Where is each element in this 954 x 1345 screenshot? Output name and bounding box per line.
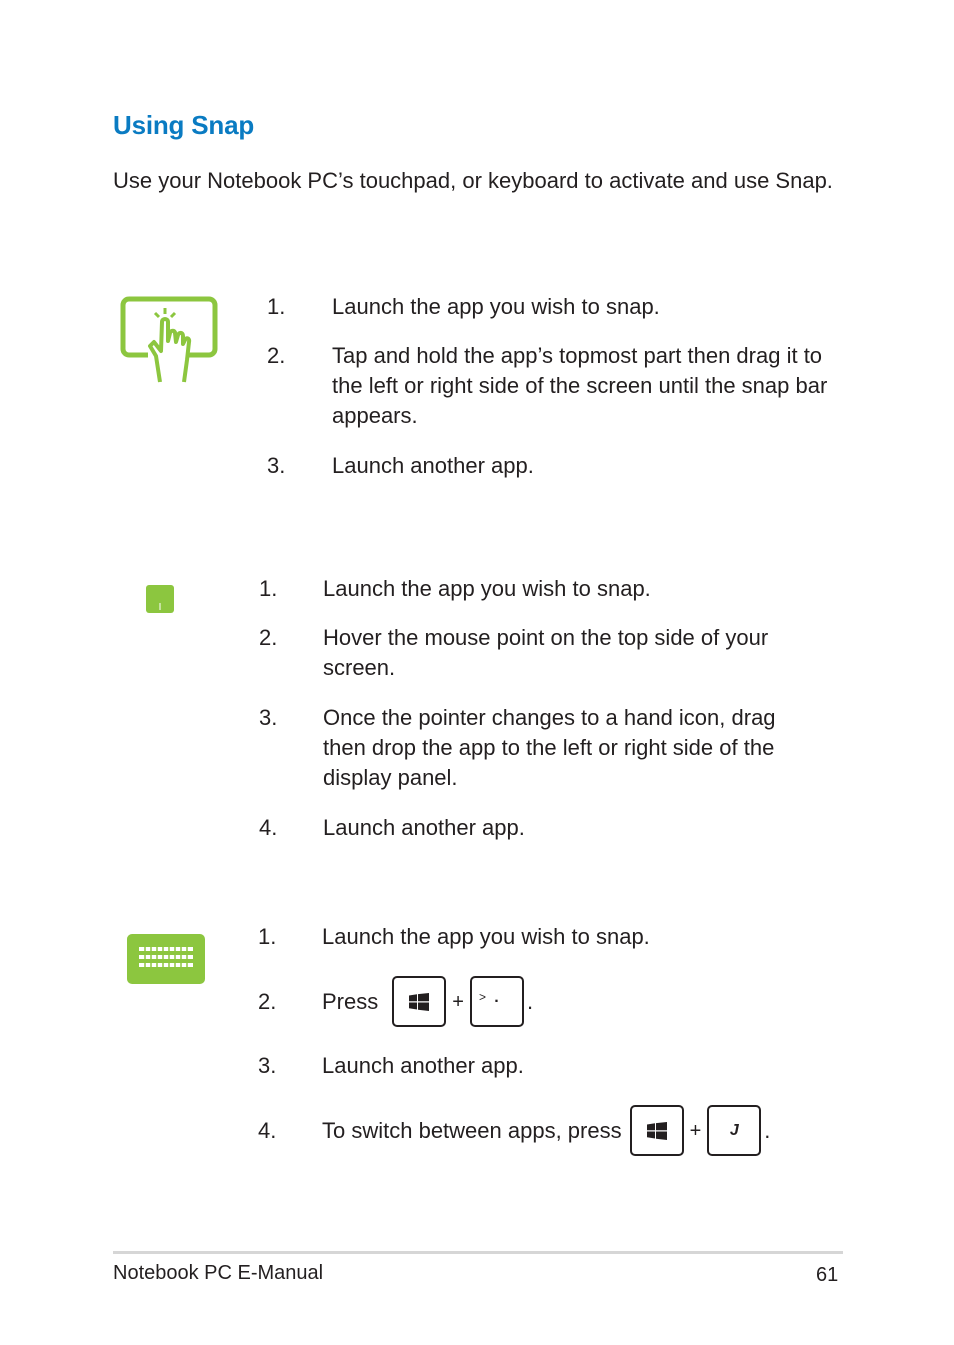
step-suffix: . <box>764 1117 771 1143</box>
windows-logo-icon <box>647 1122 667 1140</box>
touch-screen-hand-icon <box>120 296 218 386</box>
step-number: 3. <box>267 453 286 478</box>
step-number: 1. <box>267 294 286 319</box>
step-text: Hover the mouse point on the top side of your screen. <box>323 625 769 680</box>
step-text: To switch between apps, press <box>322 1117 622 1143</box>
step-number: 1. <box>258 924 277 949</box>
step-text: Launch the app you wish to snap. <box>332 294 660 319</box>
j-key <box>707 1105 761 1156</box>
windows-key <box>630 1105 684 1156</box>
plus-sign: + <box>689 1119 702 1142</box>
footer-divider <box>113 1251 843 1254</box>
step-text: Launch the app you wish to snap. <box>322 924 650 949</box>
step-number: 3. <box>259 705 278 730</box>
page-number: 61 <box>816 1264 839 1286</box>
step-text: Once the pointer changes to a hand icon, drag then drop the app to the left or right side of the display panel. <box>323 705 776 790</box>
period-key <box>470 976 524 1027</box>
windows-key <box>392 976 446 1027</box>
step-number: 2. <box>258 989 277 1014</box>
step-text: Tap and hold the app’s topmost part then drag it to the left or right side of the screen until the snap bar appears. <box>332 343 828 428</box>
touchpad-icon <box>146 585 174 613</box>
step-number: 4. <box>258 1118 277 1143</box>
plus-sign: + <box>452 990 464 1013</box>
windows-logo-icon <box>409 993 429 1011</box>
step-number: 3. <box>258 1053 277 1078</box>
step-number: 1. <box>259 576 278 601</box>
keyboard-icon <box>127 934 205 984</box>
step-suffix: . <box>526 988 534 1014</box>
step-text: Launch another app. <box>332 453 534 478</box>
step-number: 2. <box>259 625 278 650</box>
section-title: Using Snap <box>113 110 255 140</box>
key-secondary-label: > <box>478 990 486 1004</box>
list-item <box>258 976 838 1028</box>
step-text: Launch the app you wish to snap. <box>323 576 651 601</box>
step-number: 2. <box>267 343 286 368</box>
list-item <box>258 1105 838 1157</box>
step-text: Launch another app. <box>322 1053 524 1078</box>
intro-paragraph: Use your Notebook PC’s touchpad, or keyboard to activate and use Snap. <box>113 168 833 193</box>
key-primary-label: · <box>494 992 500 1010</box>
step-text: Press <box>322 988 379 1014</box>
key-primary-label: J <box>729 1121 739 1139</box>
step-text: Launch another app. <box>323 815 525 840</box>
step-number: 4. <box>259 815 278 840</box>
footer-title: Notebook PC E-Manual <box>113 1262 324 1284</box>
